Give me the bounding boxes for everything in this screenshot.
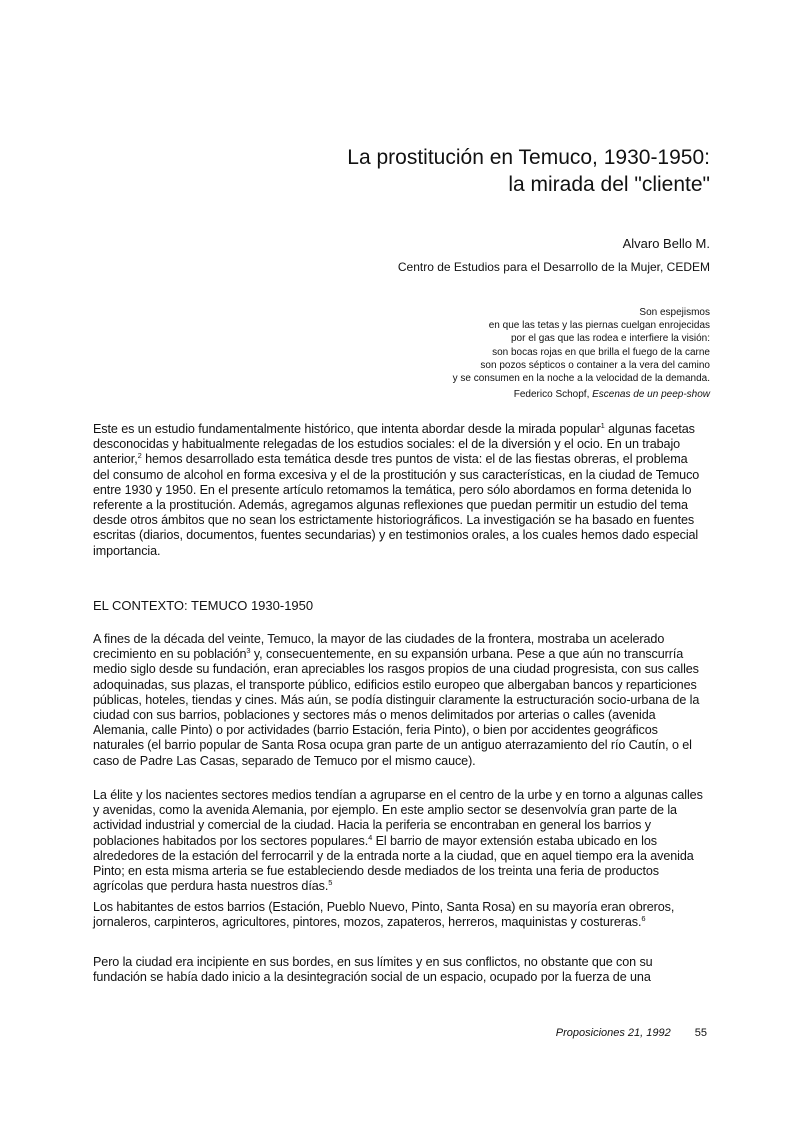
epigraph-line: por el gas que las rodea e interfiere la visión: xyxy=(510,333,710,345)
epigraph xyxy=(360,306,710,385)
title-line-1: La prostitución en Temuco, 1930-1950: xyxy=(347,146,710,169)
body-paragraph: Pero la ciudad era incipiente en sus bordes, en sus límites y en sus conflictos, no obstante que con su fundación se había dado inicio a la desintegración social de un espacio, ocupado por la fuerza de una xyxy=(93,955,653,985)
epigraph-line: son bocas rojas en que brilla el fuego de la carne xyxy=(492,346,710,358)
footnote-ref[interactable]: 2 xyxy=(137,451,142,461)
epigraph-source-title: Escenas de un peep-show xyxy=(592,389,710,400)
body-paragraph xyxy=(93,632,707,769)
text-run: algunas facetas desconocidas y habitualmente relegadas de los estudios sociales: el de la diversión y el ocio. En un trabajo anterior, xyxy=(93,422,695,467)
footnote-ref[interactable]: 3 xyxy=(246,646,251,656)
footnote-ref[interactable]: 4 xyxy=(368,832,373,842)
text-run: Este es un estudio fundamentalmente histórico, que intenta abordar desde la mirada popular xyxy=(93,422,601,436)
footnote-ref[interactable]: 5 xyxy=(328,878,333,888)
text-run: El barrio de mayor extensión estaba ubicado en los alrededores de la estación del ferrocarril y de la entrada norte a la ciudad, que en aquel tiempo era la avenida Pinto; en esta misma arteria se fue estableciendo desde mediados de los treinta una feria de productos agrícolas que perdura hasta nuestros días. xyxy=(93,833,694,894)
section-heading: EL CONTEXTO: TEMUCO 1930-1950 xyxy=(93,598,314,613)
text-run: La élite y los nacientes sectores medios tendían a agruparse en el centro de la urbe y en torno a algunas calles y avenidas, como la avenida Alemania, por ejemplo. En este amplio sector se desenvolvía gran parte de la actividad industrial y comercial de la ciudad. Hacia la periferia se encontraban en general los barrios y poblaciones habitados por los sectores populares. xyxy=(93,788,703,848)
text-run: y, consecuentemente, en su expansión urbana. Pese a que aún no transcurría medio siglo desde su fundación, eran apreciables los rasgos propios de una ciudad progresista, con sus calles adoquinadas, sus plazas, el transporte público, edificios estilo europeo que albergaban bancos y reparticiones públicas, hoteles, tiendas y cines. Más aún, se podía distinguir claramente la estructuración socio-urbana de la ciudad con sus barrios, poblaciones y sectores más o menos delimitados por arterias o calles (avenida Alemania, calle Pinto) o por actividades (barrio Estación, feria Pinto), o bien por accidentes geográficos naturales (el barrio popular de Santa Rosa ocupa gran parte de un antiguo aterrazamiento del río Cautín, o el caso de Padre Las Casas, separado de Temuco por el mismo cauce). xyxy=(93,647,700,768)
body-paragraph xyxy=(93,788,707,894)
article-title xyxy=(300,144,710,198)
text-run: A fines de la década del veinte, Temuco, la mayor de las ciudades de la frontera, mostraba un acelerado crecimiento en su población xyxy=(93,632,665,662)
epigraph-line: y se consumen en la noche a la velocidad de la demanda. xyxy=(452,373,710,385)
text-run: hemos desarrollado esta temática desde tres puntos de vista: el de las fiestas obreras, el problema del consumo de alcohol en forma excesiva y el de la prostitución y sus características, en la ciudad de Temuco entre 1930 y 1950. En el presente artículo retomamos la temática, pero sólo abordamos en forma detenida lo referente a la prostitución. Además, agregamos algunas reflexiones que puedan permitir un estudio del tema desde otros ámbitos que no sean los estrictamente historiográficos. La investigación se ha basado en fuentes escritas (diarios, documentos, fuentes secundarias) y en testimonios orales, a los cuales hemos dado especial importancia. xyxy=(93,452,700,558)
epigraph-line: en que las tetas y las piernas cuelgan enrojecidas xyxy=(488,320,710,332)
epigraph-line: Son espejismos xyxy=(639,307,710,318)
body-paragraph xyxy=(93,900,707,930)
author-affiliation: Centro de Estudios para el Desarrollo de la Mujer, CEDEM xyxy=(397,260,710,274)
intro-paragraph xyxy=(93,422,707,559)
text-run: Los habitantes de estos barrios (Estación, Pueblo Nuevo, Pinto, Santa Rosa) en su mayoría eran obreros, jornaleros, carpinteros, agricultores, pintores, mozos, zapateros, herreros, maquinistas y costureras. xyxy=(93,900,675,930)
epigraph-line: son pozos sépticos o container a la vera del camino xyxy=(480,359,710,371)
epigraph-source xyxy=(360,389,710,400)
author-name: Alvaro Bello M. xyxy=(622,236,710,251)
footnote-ref[interactable]: 1 xyxy=(600,420,605,430)
epigraph-source-author: Federico Schopf, xyxy=(513,389,593,400)
journal-citation: Proposiciones 21, 1992 xyxy=(555,1027,671,1039)
page-footer xyxy=(420,1027,707,1039)
title-line-2: la mirada del "cliente" xyxy=(508,173,710,196)
page-number: 55 xyxy=(694,1027,707,1039)
footnote-ref[interactable]: 6 xyxy=(641,914,646,924)
